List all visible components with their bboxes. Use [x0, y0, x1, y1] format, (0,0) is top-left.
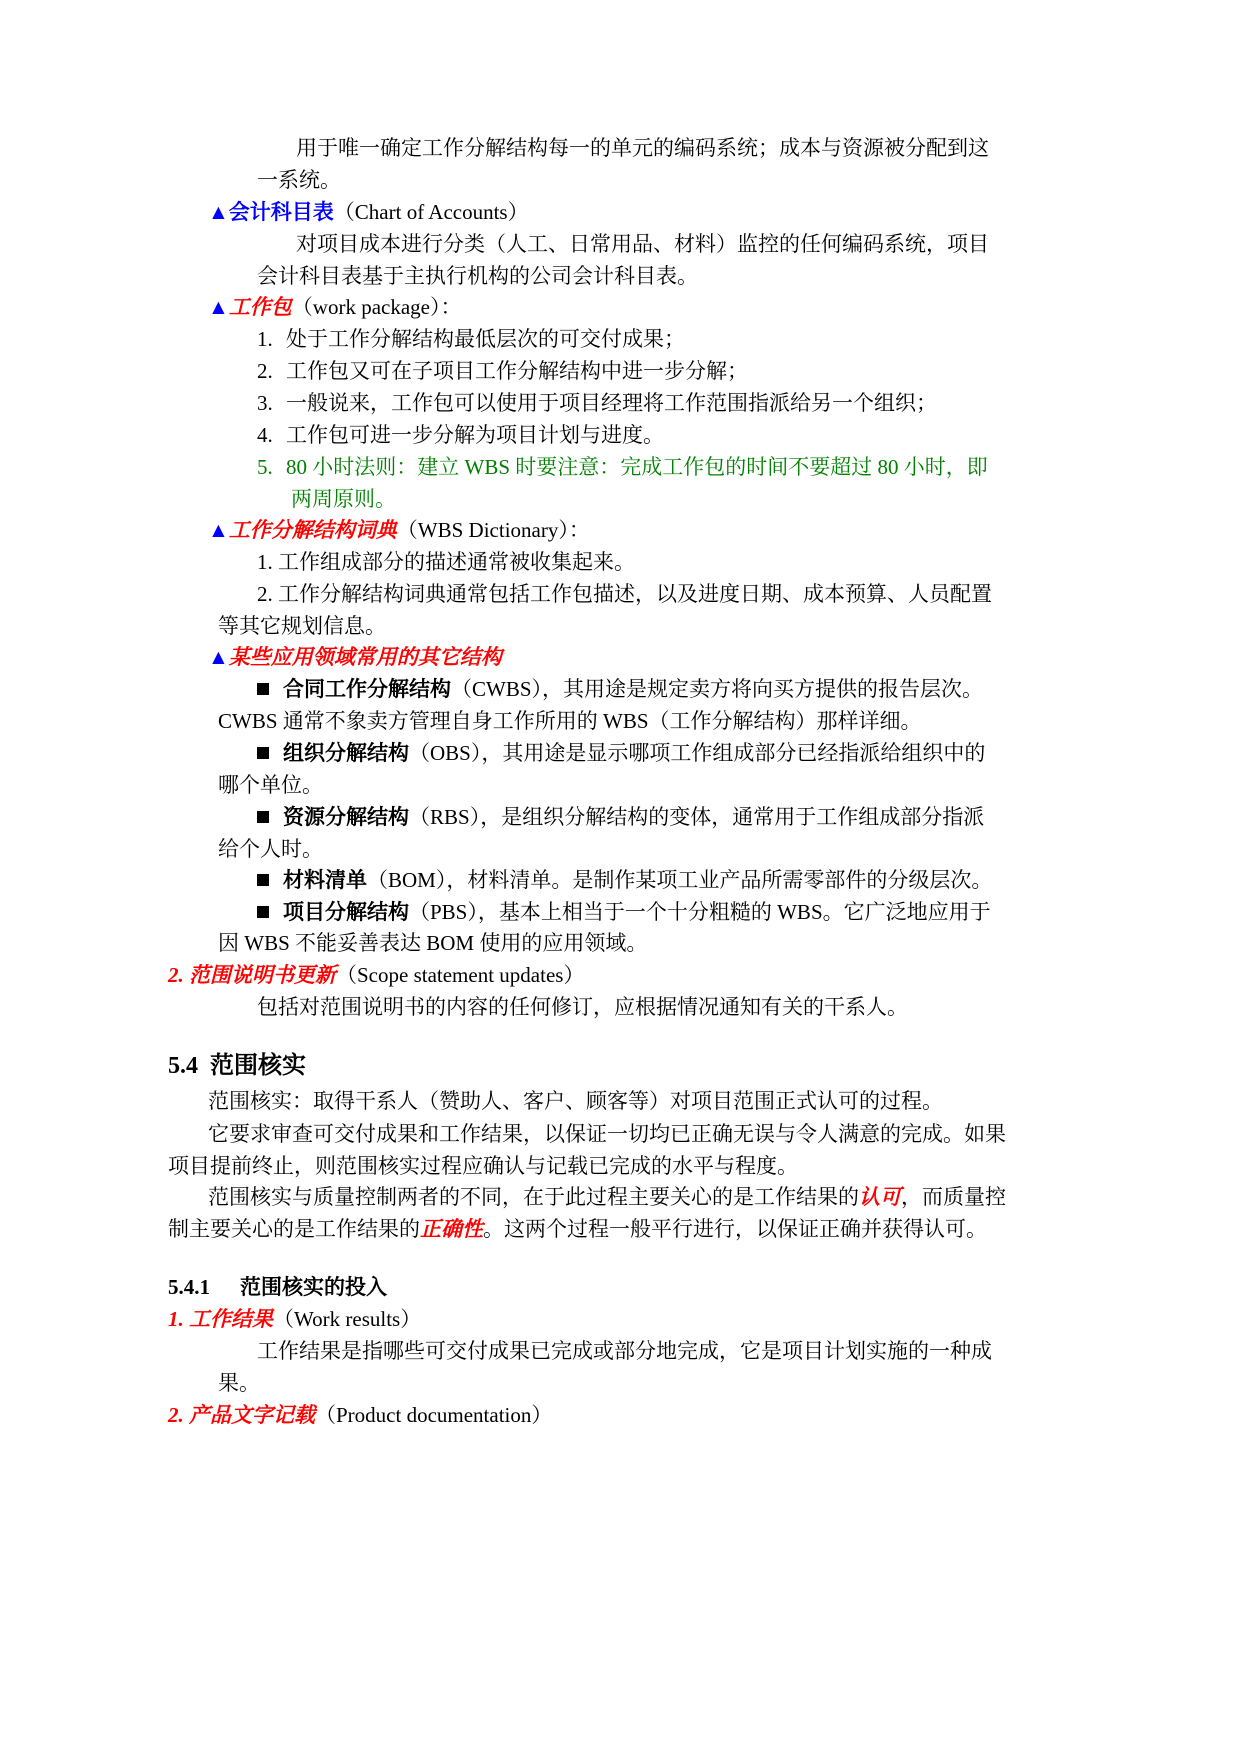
- paragraph-line: 它要求审查可交付成果和工作结果，以保证一切均已正确无误与令人满意的完成。如果: [208, 1122, 1006, 1146]
- term-english: （Work results）: [273, 1307, 422, 1331]
- structure-item-continuation: 哪个单位。: [218, 773, 323, 797]
- paragraph-line: 工作结果是指哪些可交付成果已完成或部分地完成，它是项目计划实施的一种成: [257, 1339, 992, 1363]
- term-title: 产品文字记载: [189, 1403, 315, 1427]
- term-english: （work package）：: [291, 295, 462, 319]
- paragraph-line: 制主要关心的是工作结果的正确性。这两个过程一般平行进行，以保证正确并获得认可。: [168, 1217, 987, 1241]
- other-structures-heading: [208, 643, 502, 671]
- list-item: 2. 工作分解结构词典通常包括工作包描述，以及进度日期、成本预算、人员配置: [257, 582, 992, 606]
- square-bullet-icon: [257, 811, 269, 823]
- paragraph-line: 项目提前终止，则范围核实过程应确认与记载已完成的水平与程度。: [168, 1154, 798, 1178]
- list-item: 3. 一般说来，工作包可以使用于项目经理将工作范围指派给另一个组织；: [257, 391, 937, 415]
- product-documentation-heading: 2. 产品文字记载（Product documentation）: [168, 1403, 553, 1427]
- paragraph-line: 用于唯一确定工作分解结构每一的单元的编码系统；成本与资源被分配到这: [296, 136, 989, 160]
- structure-item-continuation: CWBS 通常不象卖方管理自身工作所用的 WBS（工作分解结构）那样详细。: [218, 709, 922, 733]
- triangle-marker-icon: ▲: [208, 518, 229, 542]
- term-title: 工作结果: [189, 1307, 273, 1331]
- structure-item-continuation: 给个人时。: [218, 837, 323, 861]
- list-item: 4. 工作包可进一步分解为项目计划与进度。: [257, 423, 664, 447]
- structure-item: 材料清单（BOM），材料清单。是制作某项工业产品所需零部件的分级层次。: [257, 866, 992, 894]
- list-item: 1. 处于工作分解结构最低层次的可交付成果；: [257, 327, 685, 351]
- square-bullet-icon: [257, 683, 269, 695]
- term-english: （WBS Dictionary）：: [396, 518, 590, 542]
- work-package-heading: [208, 293, 462, 321]
- paragraph-line: 包括对范围说明书的内容的任何修订，应根据情况通知有关的干系人。: [257, 995, 908, 1019]
- paragraph-line: 一系统。: [257, 168, 341, 192]
- structure-item: 项目分解结构（PBS），基本上相当于一个十分粗糙的 WBS。它广泛地应用于: [257, 898, 991, 926]
- paragraph-line: 对项目成本进行分类（人工、日常用品、材料）监控的任何编码系统，项目: [296, 232, 989, 256]
- term-title: 会计科目表: [228, 200, 334, 224]
- triangle-marker-icon: ▲: [208, 295, 229, 319]
- term-english: （Product documentation）: [315, 1403, 553, 1427]
- term-title: 某些应用领域常用的其它结构: [228, 645, 502, 669]
- section-heading: 5.4 范围核实: [168, 1053, 306, 1079]
- structure-item: 合同工作分解结构（CWBS），其用途是规定卖方将向买方提供的报告层次。: [257, 675, 983, 703]
- wbs-dictionary-heading: [208, 516, 590, 544]
- subsection-heading: 5.4.1 范围核实的投入: [168, 1275, 387, 1299]
- term-title: 工作分解结构词典: [228, 518, 397, 542]
- chart-of-accounts-heading: [208, 198, 529, 226]
- square-bullet-icon: [257, 906, 269, 918]
- square-bullet-icon: [257, 747, 269, 759]
- term-title: 工作包: [228, 295, 292, 319]
- emphasis-text: 正确性: [420, 1217, 483, 1241]
- scope-updates-heading: 2. 范围说明书更新（Scope statement updates）: [168, 963, 585, 987]
- term-english: （Chart of Accounts）: [333, 200, 529, 224]
- paragraph-line: 范围核实与质量控制两者的不同，在于此过程主要关心的是工作结果的认可，而质量控: [208, 1185, 1006, 1209]
- paragraph-line: 范围核实：取得干系人（赞助人、客户、顾客等）对项目范围正式认可的过程。: [208, 1089, 943, 1113]
- square-bullet-icon: [257, 874, 269, 886]
- list-item-highlight: 5. 80 小时法则：建立 WBS 时要注意：完成工作包的时间不要超过 80 小时，即: [257, 455, 988, 479]
- emphasis-text: 认可: [859, 1185, 901, 1209]
- structure-item: 组织分解结构（OBS），其用途是显示哪项工作组成部分已经指派给组织中的: [257, 739, 985, 767]
- paragraph-line: 会计科目表基于主执行机构的公司会计科目表。: [257, 264, 698, 288]
- list-item: 2. 工作包又可在子项目工作分解结构中进一步分解；: [257, 359, 748, 383]
- list-item-continuation: 等其它规划信息。: [218, 614, 386, 638]
- triangle-marker-icon: ▲: [208, 645, 229, 669]
- term-english: （Scope statement updates）: [336, 963, 585, 987]
- work-results-heading: 1. 工作结果（Work results）: [168, 1307, 422, 1331]
- list-item: 1. 工作组成部分的描述通常被收集起来。: [257, 550, 635, 574]
- list-item-continuation: 两周原则。: [291, 487, 396, 511]
- paragraph-line: 果。: [218, 1371, 260, 1395]
- structure-item-continuation: 因 WBS 不能妥善表达 BOM 使用的应用领域。: [218, 931, 648, 955]
- term-title: 范围说明书更新: [189, 963, 336, 987]
- triangle-marker-icon: ▲: [208, 200, 229, 224]
- structure-item: 资源分解结构（RBS），是组织分解结构的变体，通常用于工作组成部分指派: [257, 803, 984, 831]
